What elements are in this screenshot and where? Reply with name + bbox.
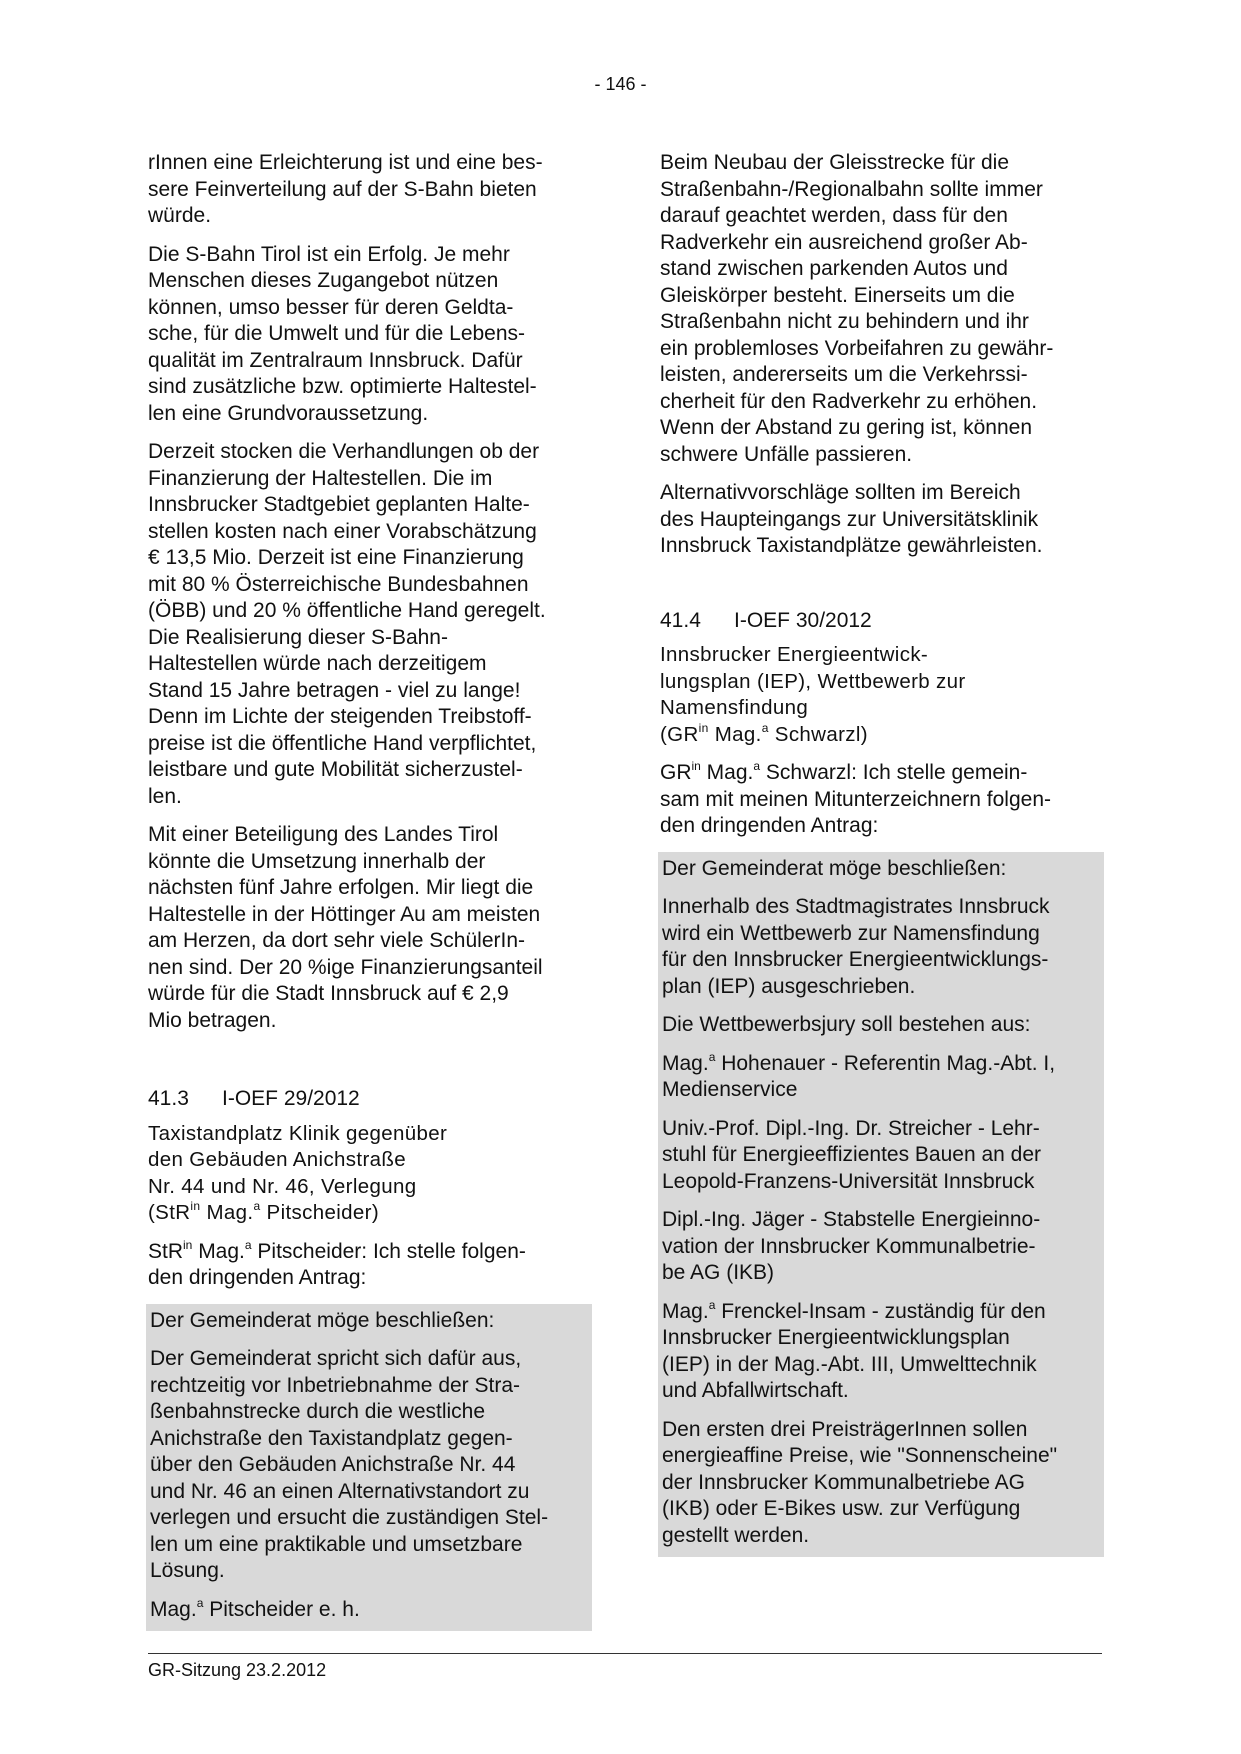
motion-text: Den ersten drei PreisträgerInnen sollen energieaffine Preise, wie "Sonnenscheine" der Innsbrucker Kommunalbetriebe AG (IKB) oder E-Bikes usw. zur Verfügung gestellt werden. bbox=[662, 1417, 1058, 1547]
agenda-item-number: 41.4 bbox=[660, 608, 701, 632]
agenda-item-title bbox=[660, 642, 1102, 748]
motion-box bbox=[658, 852, 1104, 1558]
motion-signature: Mag.$^a$ Pitscheider e. h. bbox=[150, 1595, 360, 1621]
agenda-item-title-text: Innsbrucker Energieentwick- lungsplan (IEP), Wettbewerb zur Namensfindung bbox=[660, 643, 966, 719]
agenda-item-title-text: Taxistandplatz Klinik gegenüber den Gebäuden Anichstraße Nr. 44 und Nr. 46, Verlegung bbox=[148, 1121, 448, 1198]
agenda-item-code: I-OEF 29/2012 bbox=[222, 1087, 360, 1110]
page-number: - 146 - bbox=[594, 74, 647, 94]
jury-member: Univ.-Prof. Dipl.-Ing. Dr. Streicher - Lehr- stuhl für Energieeffizientes Bauen an der Leopold-Franzens-Universität Innsbruck bbox=[662, 1116, 1042, 1193]
paragraph: Beim Neubau der Gleisstrecke für die Straßenbahn-/Regionalbahn sollte immer darauf geachtet werden, dass für den Radverkehr ein ausreichend großer Ab- stand zwischen parkenden Autos und Gleiskörper besteht. Einerseits um die Straßenbahn nicht zu behindern und ihr ein problemloses Vorbeifahren zu gewähr- leisten, andererseits um die Verkehrssi- cherheit für den Radverkehr zu erhöhen. Wenn der Abstand zu gering ist, können schwere Unfälle passieren. bbox=[660, 151, 1054, 466]
agenda-item-header bbox=[148, 1086, 590, 1113]
jury-member: Mag.$^a$ Frenckel-Insam - zuständig für den Innsbrucker Energieentwicklungsplan (IEP) in der Mag.-Abt. III, Umwelttechnik und Abfallwirtschaft. bbox=[662, 1297, 1046, 1402]
motion-intro: $GR^{in}$ Mag.$^a$ Schwarzl: Ich stelle gemein- sam mit meinen Mitunterzeichnern folgen- den dringenden Antrag: bbox=[660, 759, 1052, 837]
agenda-item-code: I-OEF 30/2012 bbox=[734, 608, 872, 632]
footer-divider bbox=[148, 1653, 1102, 1654]
motion-intro: StR$^{in}$ Mag.$^a$ Pitscheider: Ich stelle folgen- den dringenden Antrag: bbox=[148, 1237, 526, 1289]
motion-box bbox=[146, 1304, 592, 1632]
motion-text: Innerhalb des Stadtmagistrates Innsbruck wird ein Wettbewerb zur Namensfindung für den Innsbrucker Energieentwicklungs- plan (IEP) ausgeschrieben. bbox=[662, 895, 1050, 998]
agenda-item-number: 41.3 bbox=[148, 1087, 189, 1110]
agenda-item-title bbox=[148, 1121, 590, 1227]
agenda-item-sponsor: (StR$^{in}$ Mag.$^a$ Pitscheider) bbox=[148, 1199, 379, 1224]
paragraph: Die S-Bahn Tirol ist ein Erfolg. Je mehr Menschen dieses Zugangebot nützen können, umso besser für deren Geldta- sche, für die Umwelt und für die Lebens- qualität im Zentralraum Innsbruck. Dafür sind zusätzliche bzw. optimierte Haltestel- len eine Grundvoraussetzung. bbox=[148, 242, 537, 425]
motion-text: Der Gemeinderat spricht sich dafür aus, rechtzeitig vor Inbetriebnahme der Stra- ßenbahnstrecke durch die westliche Anichstraße den Taxistandplatz gegen- über den Gebäuden Anichstraße Nr. 44 und Nr. 46 an einen Alternativstandort zu verlegen und ersucht die zuständigen Stel- len um eine praktikable und umsetzbare Lösung. bbox=[150, 1347, 549, 1582]
paragraph: Derzeit stocken die Verhandlungen ob der Finanzierung der Haltestellen. Die im Innsbrucker Stadtgebiet geplanten Halte- stellen kosten nach einer Vorabschätzung € 13,5 Mio. Derzeit ist eine Finanzierung mit 80 % Österreichische Bundesbahnen (ÖBB) und 20 % öffentliche Hand geregelt. Die Realisierung dieser S-Bahn- Haltestellen würde nach derzeitigem Stand 15 Jahre betragen - viel zu lange! Denn im Lichte der steigenden Treibstoff- preise ist die öffentliche Hand verpflichtet, leistbare und gute Mobilität sicherzustel- len. bbox=[148, 440, 546, 808]
paragraph: Alternativvorschläge sollten im Bereich des Haupteingangs zur Universitätsklinik Innsbruck Taxistandplätze gewährleisten. bbox=[660, 481, 1043, 557]
paragraph: Mit einer Beteiligung des Landes Tirol könnte die Umsetzung innerhalb der nächsten fünf Jahre erfolgen. Mir liegt die Haltestelle in der Höttinger Au am meisten am Herzen, da dort sehr viele SchülerIn- nen sind. Der 20 %ige Finanzierungsanteil würde für die Stadt Innsbruck auf € 2,9 Mio betragen. bbox=[148, 823, 543, 1032]
motion-text: Die Wettbewerbsjury soll bestehen aus: bbox=[662, 1013, 1031, 1036]
left-column bbox=[148, 150, 590, 1631]
footer-text: GR-Sitzung 23.2.2012 bbox=[148, 1660, 327, 1680]
motion-heading: Der Gemeinderat möge beschließen: bbox=[150, 1308, 495, 1332]
agenda-item-sponsor: ($GR^{in}$ Mag.$^a$ Schwarzl) bbox=[660, 720, 868, 746]
jury-member: Dipl.-Ing. Jäger - Stabstelle Energieinno- vation der Innsbrucker Kommunalbetrie- be AG (IKB) bbox=[662, 1208, 1041, 1284]
agenda-item-header bbox=[660, 608, 1102, 635]
motion-heading: Der Gemeinderat möge beschließen: bbox=[662, 856, 1007, 880]
jury-member: Mag.$^a$ Hohenauer - Referentin Mag.-Abt. I, Medienservice bbox=[662, 1049, 1056, 1101]
right-column bbox=[660, 150, 1102, 1557]
paragraph: rInnen eine Erleichterung ist und eine bes- sere Feinverteilung auf der S-Bahn bieten würde. bbox=[148, 151, 543, 227]
